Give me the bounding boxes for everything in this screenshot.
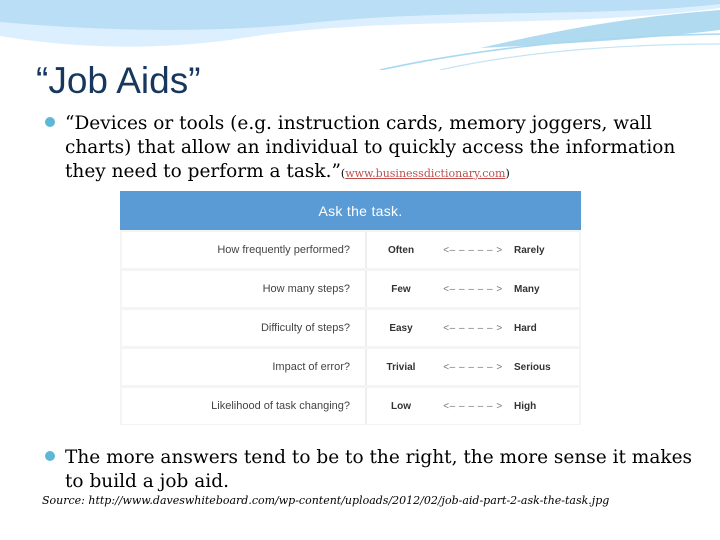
definition-text: “Devices or tools (e.g. instruction cards, memory joggers, wall charts) that allow an individual to quickly access the information they need to perform a task.” <box>65 113 676 182</box>
row-arrow: <– – – – – > <box>443 361 503 373</box>
row-arrow: <– – – – – > <box>443 244 503 256</box>
citation-open: ( <box>340 167 346 180</box>
source-caption: Source: http://www.daveswhiteboard.com/wp-content/uploads/2012/02/job-aid-part-2-ask-the-task.jpg <box>42 494 610 507</box>
row-question: How many steps? <box>262 283 350 295</box>
row-question: Likelihood of task changing? <box>211 400 350 412</box>
citation-link[interactable]: www.businessdictionary.com <box>345 167 506 180</box>
row-arrow: <– – – – – > <box>443 322 503 334</box>
table-row <box>122 271 579 307</box>
row-question: How frequently performed? <box>217 244 350 256</box>
column-divider <box>365 271 367 307</box>
table-row <box>122 349 579 385</box>
table-header: Ask the task. <box>120 191 581 230</box>
column-divider <box>365 388 367 424</box>
definition-paragraph <box>65 112 705 186</box>
bullet-icon <box>45 451 55 461</box>
row-right-answer: Many <box>514 283 540 295</box>
row-question: Impact of error? <box>272 361 350 373</box>
table-row <box>122 232 579 268</box>
column-divider <box>365 349 367 385</box>
row-left-answer: Low <box>391 400 411 412</box>
row-left-answer: Few <box>391 283 411 295</box>
table-row <box>122 388 579 424</box>
row-arrow: <– – – – – > <box>443 400 503 412</box>
row-right-answer: Serious <box>514 361 551 373</box>
row-left-answer: Easy <box>389 322 413 334</box>
conclusion-paragraph: The more answers tend to be to the right, the more sense it makes to build a job aid. <box>65 447 693 492</box>
table-row <box>122 310 579 346</box>
ask-the-task-table <box>120 191 581 425</box>
row-left-answer: Trivial <box>386 361 416 373</box>
row-question: Difficulty of steps? <box>260 322 350 334</box>
row-arrow: <– – – – – > <box>443 283 503 295</box>
column-divider <box>365 310 367 346</box>
slide-title: “Job Aids” <box>36 60 201 101</box>
row-right-answer: Hard <box>514 322 537 334</box>
citation-close: ) <box>505 167 510 180</box>
row-right-answer: Rarely <box>514 244 545 256</box>
column-divider <box>365 232 367 268</box>
row-left-answer: Often <box>387 244 415 256</box>
bullet-icon <box>45 117 55 127</box>
row-right-answer: High <box>514 400 537 412</box>
